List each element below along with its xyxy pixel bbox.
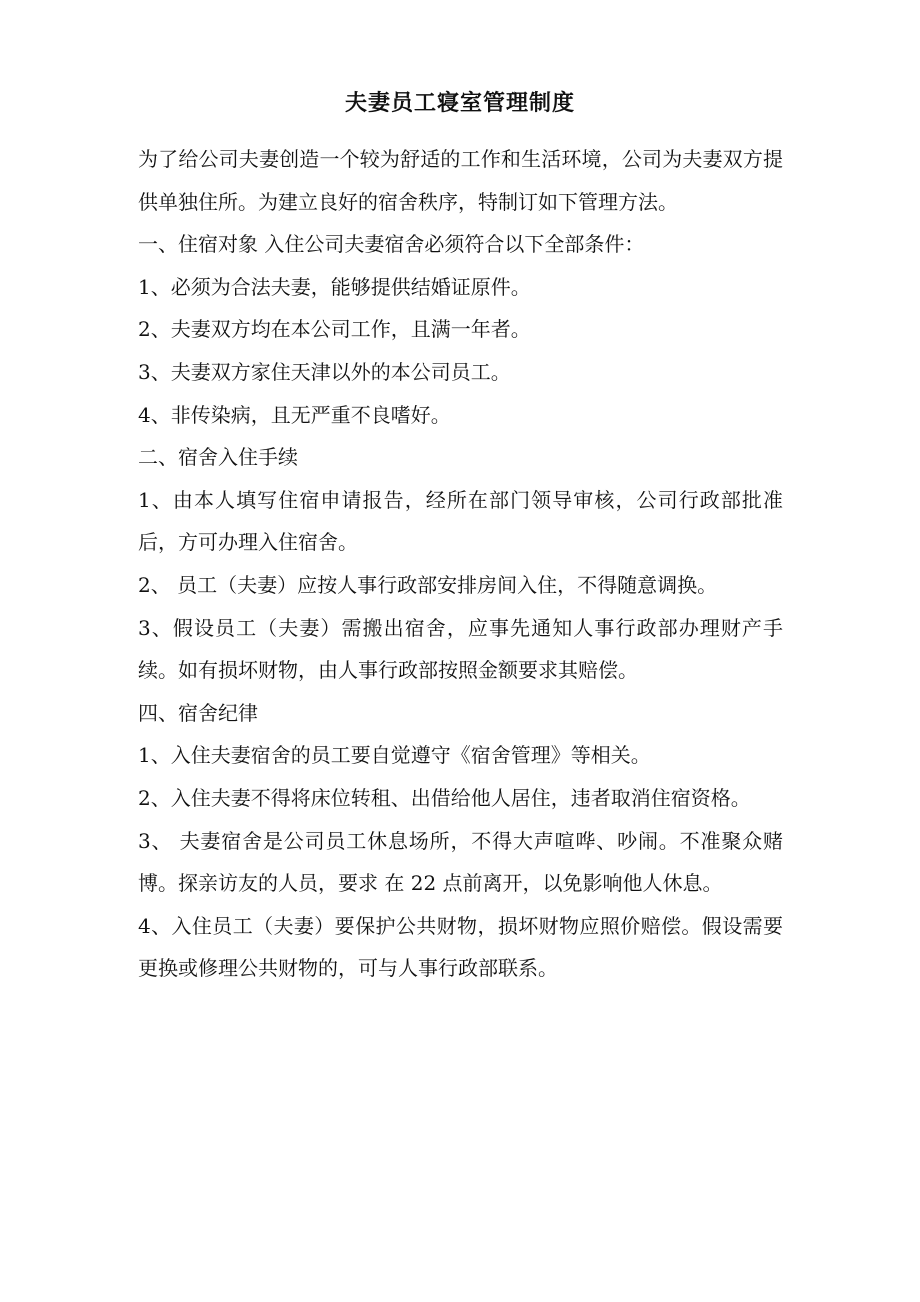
section-heading-eligibility: 一、住宿对象 入住公司夫妻宿舍必须符合以下全部条件：: [138, 232, 645, 257]
list-item: 1、入住夫妻宿舍的员工要自觉遵守《宿舍管理》等相关。: [138, 743, 651, 768]
document-title: 夫妻员工寝室管理制度: [344, 91, 575, 116]
section-heading-discipline: 四、宿舍纪律: [138, 700, 258, 725]
list-item: 2、夫妻双方均在本公司工作，且满一年者。: [138, 317, 531, 342]
document-body: [138, 138, 783, 990]
list-item: 2、 员工（夫妻）应按人事行政部安排房间入住，不得随意调换。: [138, 572, 718, 597]
list-item: 1、必须为合法夫妻，能够提供结婚证原件。: [138, 274, 531, 299]
list-item: 4、非传染病，且无严重不良嗜好。: [138, 402, 451, 427]
list-item: 2、入住夫妻不得将床位转租、出借给他人居住，违者取消住宿资格。: [138, 785, 751, 810]
list-item: 1、由本人填写住宿申请报告，经所在部门领导审核，公司行政部批准后，方可办理入住宿舍。: [138, 487, 783, 555]
section-heading-checkin: 二、宿舍入住手续: [138, 445, 298, 470]
list-item: 4、入住员工（夫妻）要保护公共财物，损坏财物应照价赔偿。假设需要更换或修理公共财物的，可与人事行政部联系。: [138, 913, 783, 981]
list-item: 3、夫妻双方家住天津以外的本公司员工。: [138, 359, 511, 384]
list-item: 3、假设员工（夫妻）需搬出宿舍，应事先通知人事行政部办理财产手续。如有损坏财物，由人事行政部按照金额要求其赔偿。: [138, 615, 783, 683]
intro-paragraph: 为了给公司夫妻创造一个较为舒适的工作和生活环境，公司为夫妻双方提供单独住所。为建立良好的宿舍秩序，特制订如下管理方法。: [138, 147, 783, 214]
list-item: 3、 夫妻宿舍是公司员工休息场所，不得大声喧哗、吵闹。不准聚众赌博。探亲访友的人员，要求 在 22 点前离开，以免影响他人休息。: [138, 828, 783, 896]
